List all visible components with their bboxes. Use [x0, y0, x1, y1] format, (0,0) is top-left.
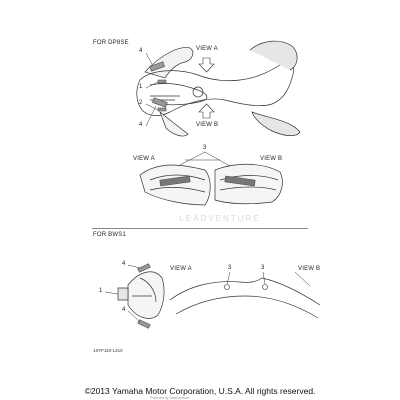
bws1-view-a-label: VIEW A: [170, 266, 192, 272]
footer-small-text: Powered by LeadVenture: [150, 396, 190, 400]
callout-2: 2: [139, 100, 143, 106]
detail-view-b-label: VIEW B: [260, 156, 283, 162]
copyright-notice: ©2013 Yamaha Motor Corporation, U.S.A. All rights reserved.: [84, 386, 316, 396]
bws1-detail-callout-3a: 3: [228, 265, 232, 271]
detail-leaders: [178, 152, 230, 166]
bws1-callout-4-top: 4: [122, 261, 126, 267]
view-b-label: VIEW B: [196, 122, 219, 128]
bws1-view-b-label: VIEW B: [298, 266, 321, 272]
detail-leaders-bws1: [227, 272, 310, 286]
bws1-callout-4-bottom: 4: [122, 307, 126, 313]
watermark: LEADVENTURE: [179, 214, 261, 223]
view-a-label: VIEW A: [196, 46, 218, 52]
bws1-detail-callout-3b: 3: [261, 265, 265, 271]
callout-4-bottom: 4: [139, 122, 143, 128]
part-code: 1STF110-L410: [93, 348, 123, 353]
callout-1: 1: [139, 84, 143, 90]
detail-view-a: [140, 165, 210, 205]
scooter-top-view: [137, 41, 300, 136]
detail-view-bws1: [170, 278, 320, 318]
bws1-callout-1: 1: [99, 288, 103, 294]
detail-callout-3: 3: [203, 145, 207, 151]
section2-title: FOR BWS1: [93, 232, 126, 238]
section-divider: [92, 228, 308, 229]
section1-title: FOR DP8SE: [93, 40, 129, 46]
detail-view-a-label: VIEW A: [133, 156, 155, 162]
callout-4-top: 4: [139, 48, 143, 54]
bolt-markers: [225, 285, 268, 290]
